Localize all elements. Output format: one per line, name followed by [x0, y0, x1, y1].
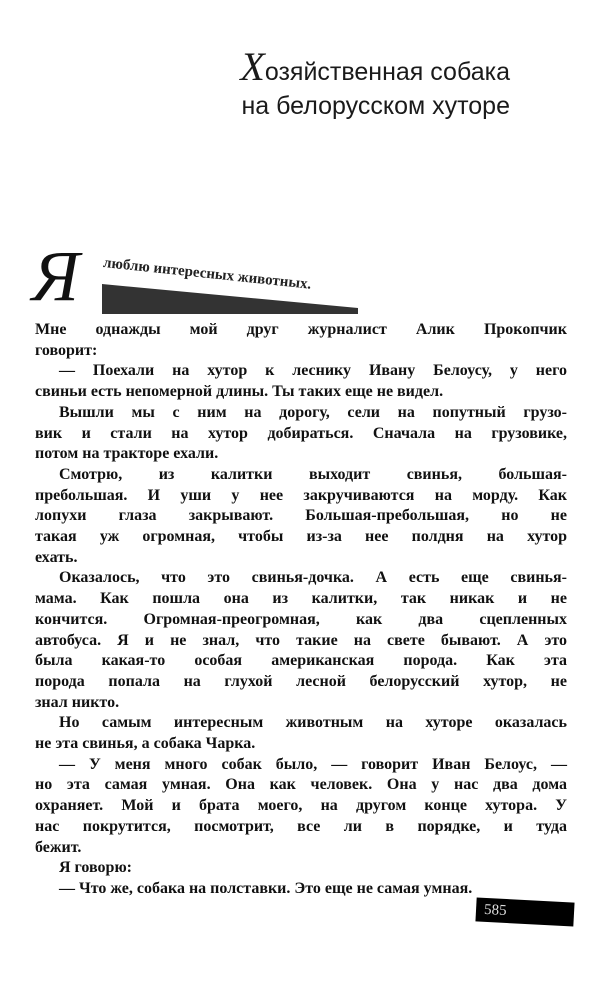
text-line: мама. Как пошла она из калитки, так никак и не [35, 590, 567, 608]
text-line: Вышли мы с ним на дорогу, сели на попутный грузо- [59, 403, 567, 421]
paragraph [35, 879, 567, 900]
title-initial: Х [240, 44, 265, 89]
text-line: ехать. [35, 548, 78, 566]
text-line: бежит. [35, 838, 82, 856]
text-line: не эта свинья, а собака Чарка. [35, 735, 256, 753]
text-line: — Что же, собака на полставки. Это еще не самая умная. [59, 879, 473, 897]
page-number: 585 [475, 897, 574, 926]
text-line: была какая-то особая американская порода. Как эта [35, 652, 567, 670]
chapter-title-line-2: на белорусском хуторе [241, 92, 510, 120]
text-line: потом на тракторе ехали. [35, 445, 219, 463]
chapter-title [240, 44, 510, 123]
paragraph [35, 361, 567, 402]
text-line: охраняет. Мой и брата моего, на другом конце хутора. У [35, 797, 567, 815]
text-line: — Поехали на хутор к леснику Ивану Белоусу, у него [59, 362, 567, 380]
text-line: Смотрю, из калитки выходит свинья, большая- [59, 465, 567, 483]
paragraph [35, 403, 567, 465]
text-line: свиньи есть непомерной длины. Ты таких еще не видел. [35, 383, 444, 401]
text-line: говорит: [35, 341, 98, 359]
text-line: Мне однажды мой друг журналист Алик Прокопчик [35, 321, 567, 338]
text-line: кончится. Огромная-преогромная, как два сцепленных [35, 610, 567, 628]
text-line: вик и стали на хутор добираться. Сначала на грузовике, [35, 424, 567, 442]
text-line: пребольшая. И уши у нее закручиваются на морду. Как [35, 486, 567, 504]
text-line: порода попала на глухой лесной белорусский хутор, не [35, 672, 567, 690]
drop-cap: Я [32, 236, 80, 316]
paragraph [35, 568, 567, 713]
text-line: Но самым интересным животным на хуторе оказалась [59, 714, 567, 732]
text-line: — У меня много собак было, — говорит Иван Белоус, — [59, 755, 567, 773]
text-line: автобуса. Я и не знал, что такие на свете бывают. А это [35, 631, 567, 649]
paragraph [35, 755, 567, 859]
decorative-band [102, 284, 358, 314]
text-line: такая уж огромная, чтобы из-за нее полдня на хутор [35, 528, 567, 546]
paragraph [35, 858, 567, 879]
text-line: знал никто. [35, 693, 120, 711]
lead-sentence: люблю интересных животных. [102, 255, 313, 293]
paragraph [35, 465, 567, 569]
title-line-1-text: озяйственная собака [264, 58, 510, 86]
paragraph [35, 713, 567, 754]
text-line: нас покрутится, посмотрит, все ли в порядке, и туда [35, 817, 567, 835]
chapter-title-line-1 [240, 44, 510, 89]
text-line: Я говорю: [59, 859, 133, 877]
text-line: лопухи глаза закрывают. Большая-пребольшая, но не [35, 507, 567, 525]
text-line: Оказалось, что это свинья-дочка. А есть еще свинья- [59, 569, 567, 587]
body-text [35, 320, 567, 900]
text-line: но эта самая умная. Она как человек. Она у нас два дома [35, 776, 567, 794]
paragraph [35, 320, 567, 361]
